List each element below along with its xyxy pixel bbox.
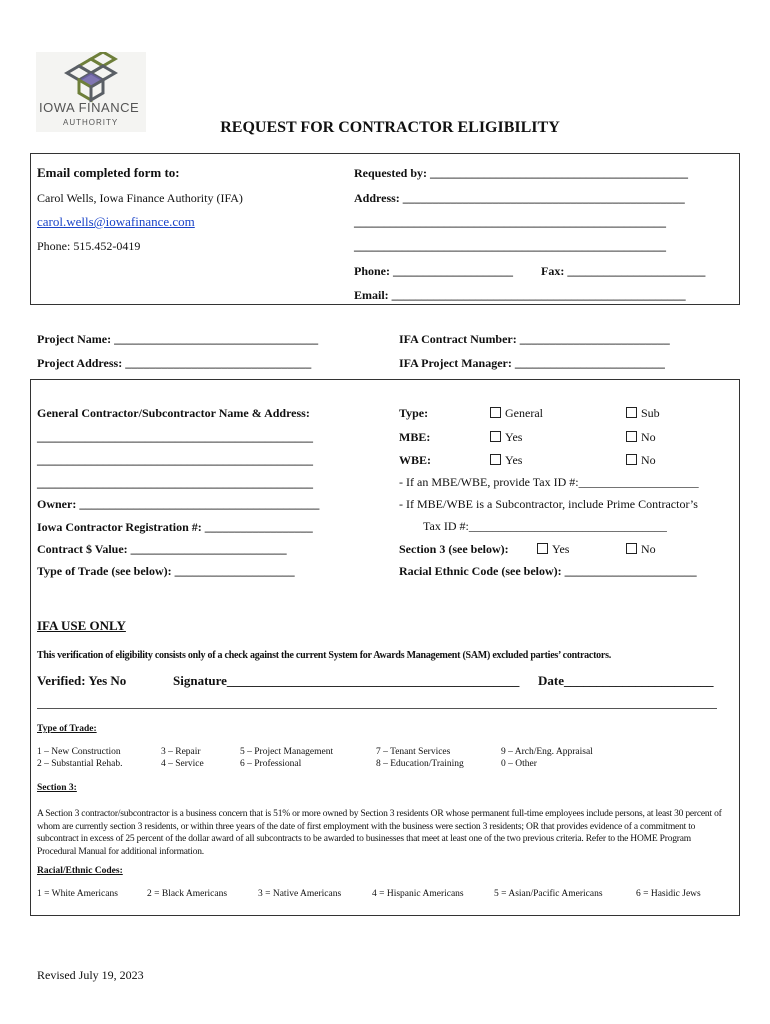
trade-item: 2 – Substantial Rehab. [37,759,123,769]
checkbox-icon[interactable] [537,543,548,554]
type-general-label: General [505,406,543,420]
contact-email-link[interactable]: carol.wells@iowafinance.com [37,214,195,229]
contact-name: Carol Wells, Iowa Finance Authority (IFA) [37,191,243,205]
racial-code-1: 1 = White Americans [37,889,118,899]
checkbox-icon[interactable] [490,407,501,418]
mbe-no-checkbox[interactable] [626,430,656,445]
mbe-no-label: No [641,430,656,444]
date-field[interactable]: Date_______________________ [538,673,714,688]
trade-item: 1 – New Construction [37,747,121,757]
email-heading: Email completed form to: [37,165,180,180]
email-field[interactable]: Email: _________________________________________________ [354,288,686,302]
logo-text-2: AUTHORITY [63,118,119,127]
tax-id-field[interactable]: - If an MBE/WBE, provide Tax ID #:____________________ [399,475,699,489]
section3-heading: Section 3: [37,783,77,793]
racial-code-4: 4 = Hispanic Americans [372,889,464,899]
trade-item: 3 – Repair [161,747,201,757]
trade-item: 7 – Tenant Services [376,747,451,757]
project-name-field[interactable]: Project Name: __________________________________ [37,332,319,346]
wbe-no-checkbox[interactable] [626,453,656,468]
verification-note: This verification of eligibility consists only of a check against the current System for Awards Management (SAM) excluded parties’ contractors. [37,650,611,661]
section3-no-checkbox[interactable] [626,542,656,557]
trade-item: 6 – Professional [240,759,302,769]
type-label: Type: [399,406,429,420]
logo-text-1: IOWA FINANCE [39,100,140,115]
type-general-checkbox[interactable] [490,406,543,421]
owner-field[interactable]: Owner: ________________________________________ [37,497,320,511]
checkbox-icon[interactable] [626,454,637,465]
project-address-field[interactable]: Project Address: _______________________________ [37,356,312,370]
ifa-use-heading: IFA USE ONLY [37,618,126,633]
contract-number-field[interactable]: IFA Contract Number: _________________________ [399,332,670,346]
contractor-line-2[interactable]: ______________________________________________ [37,453,313,467]
type-sub-label: Sub [641,406,660,420]
trade-col-4 [376,746,464,770]
trade-item: 8 – Education/Training [376,759,464,769]
mbe-yes-label: Yes [505,430,523,444]
racial-code-2: 2 = Black Americans [147,889,228,899]
trade-col-1 [37,746,123,770]
racial-code-5: 5 = Asian/Pacific Americans [494,889,603,899]
wbe-no-label: No [641,453,656,467]
contractor-line-1[interactable]: ______________________________________________ [37,430,313,444]
contract-value-field[interactable]: Contract $ Value: __________________________ [37,542,287,556]
wbe-yes-label: Yes [505,453,523,467]
section3-yes-checkbox[interactable] [537,542,569,557]
trade-type-field[interactable]: Type of Trade (see below): ____________________ [37,564,295,578]
fax-field[interactable]: Fax: _______________________ [541,264,706,278]
section3-no-label: No [641,542,656,556]
checkbox-icon[interactable] [490,431,501,442]
wbe-label: WBE: [399,453,432,467]
address-field[interactable]: Address: _______________________________________________ [354,191,685,205]
revised-date: Revised July 19, 2023 [37,968,144,982]
registration-field[interactable]: Iowa Contractor Registration #: __________________ [37,520,313,534]
project-manager-field[interactable]: IFA Project Manager: _________________________ [399,356,665,370]
racial-code-3: 3 = Native Americans [258,889,342,899]
contractor-heading: General Contractor/Subcontractor Name & Address: [37,406,310,420]
page-title: REQUEST FOR CONTRACTOR ELIGIBILITY [220,119,560,136]
type-sub-checkbox[interactable] [626,406,660,421]
checkbox-icon[interactable] [490,454,501,465]
trade-heading: Type of Trade: [37,724,97,734]
logo-cubes-icon [36,52,146,104]
mbe-yes-checkbox[interactable] [490,430,522,445]
requested-by-field[interactable]: Requested by: ___________________________________________ [354,166,689,180]
checkbox-icon[interactable] [626,407,637,418]
checkbox-icon[interactable] [626,543,637,554]
section3-yes-label: Yes [552,542,570,556]
phone-field[interactable]: Phone: ____________________ [354,264,513,278]
trade-col-3 [240,746,333,770]
prime-tax-note: - If MBE/WBE is a Subcontractor, include Prime Contractor’s [399,497,698,511]
racial-code-6: 6 = Hasidic Jews [636,889,701,899]
trade-item: 0 – Other [501,759,537,769]
contractor-line-3[interactable]: ______________________________________________ [37,476,313,490]
prime-tax-id-field[interactable]: Tax ID #:_________________________________ [423,519,667,533]
trade-item: 9 – Arch/Eng. Appraisal [501,747,593,757]
trade-item: 4 – Service [161,759,204,769]
trade-col-2 [161,746,204,770]
signature-field[interactable]: Signature_____________________________________________ [173,673,520,688]
section3-label: Section 3 (see below): [399,542,509,556]
checkbox-icon[interactable] [626,431,637,442]
trade-item: 5 – Project Management [240,747,334,757]
wbe-yes-checkbox[interactable] [490,453,522,468]
trade-col-5 [501,746,593,770]
contact-phone: Phone: 515.452-0419 [37,239,141,253]
address-line-2[interactable]: ____________________________________________________ [354,215,666,229]
racial-heading: Racial/Ethnic Codes: [37,866,123,876]
address-line-3[interactable]: ____________________________________________________ [354,239,666,253]
racial-code-field[interactable]: Racial Ethnic Code (see below): ______________________ [399,564,697,578]
section3-text: A Section 3 contractor/subcontractor is a business concern that is 51% or more owned by Section 3 residents OR whose permanent full-time employees include persons, at least 30 percent of whom are currently section 3 residents, or within three years of the date of first employment with the business were section 3 residents; OR that provides evidence of a commitment to subcontract in excess of 25 percent of the dollar award of all subcontracts to be awarded to businesses that meet at least one of the two previous criteria. Refer to the HOME Program Procedural Manual for additional information. [37,809,722,857]
divider [37,708,717,709]
verified-field[interactable]: Verified: Yes No [37,673,127,688]
mbe-label: MBE: [399,430,431,444]
